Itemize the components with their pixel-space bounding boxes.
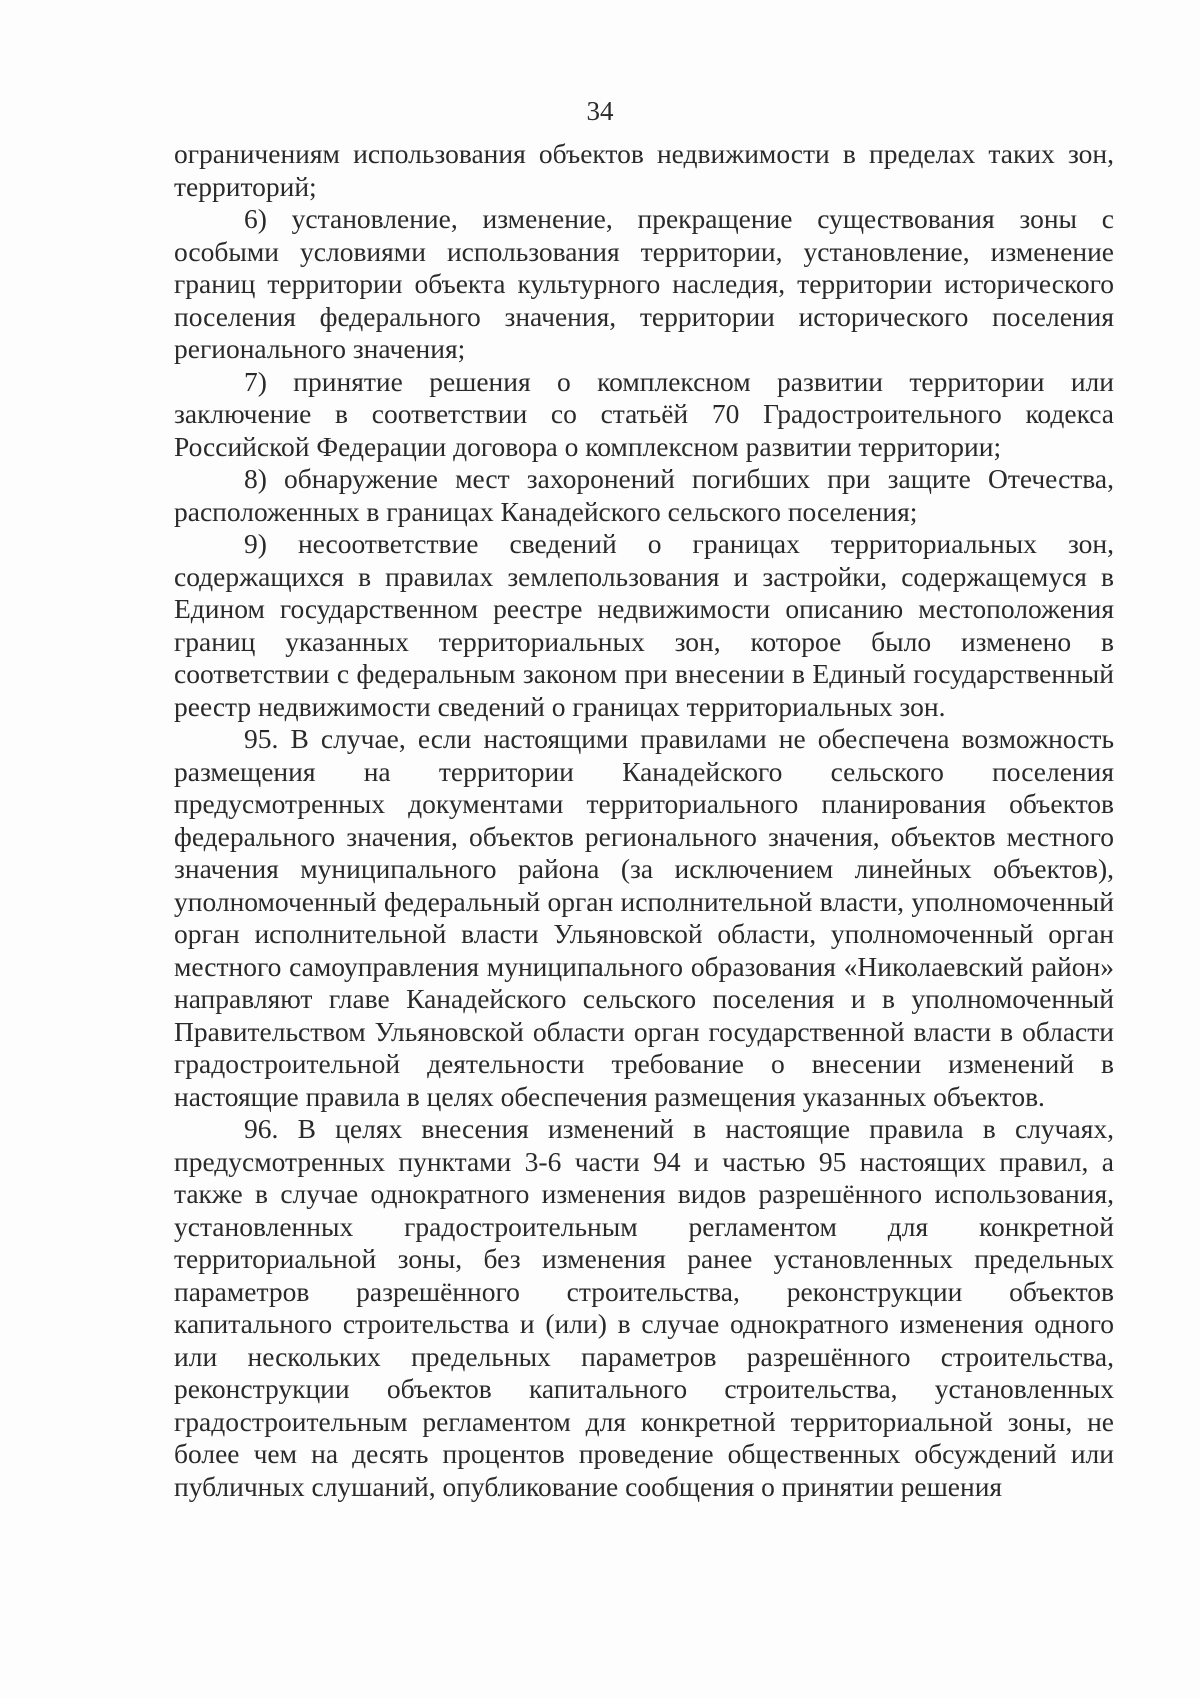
paragraph-item-9: 9) несоответствие сведений о границах территориальных зон, содержащихся в правилах землепользования и застройки, содержащемуся в Едином государственном реестре недвижимости описанию местоположения границ указанных территориальных зон, которое было изменено в соответствии с федеральным законом при внесении в Единый государственный реестр недвижимости сведений о границах территориальных зон. <box>174 528 1114 722</box>
paragraph-item-8: 8) обнаружение мест захоронений погибших при защите Отечества, расположенных в границах Канадейского сельского поселения; <box>174 463 1114 527</box>
paragraph-item-96: 96. В целях внесения изменений в настоящие правила в случаях, предусмотренных пунктами 3-6 части 94 и частью 95 настоящих правил, а также в случае однократного изменения видов разрешённого использования, установленных градостроительным регламентом для конкретной территориальной зоны, без изменения ранее установленных предельных параметров разрешённого строительства, реконструкции объектов капитального строительства и (или) в случае однократного изменения одного или нескольких предельных параметров разрешённого строительства, реконструкции объектов капитального строительства, установленных градостроительным регламентом для конкретной территориальной зоны, не более чем на десять процентов проведение общественных обсуждений или публичных слушаний, опубликование сообщения о принятии решения <box>174 1113 1114 1502</box>
paragraph-item-7: 7) принятие решения о комплексном развитии территории или заключение в соответствии со статьёй 70 Градостроительного кодекса Российской Федерации договора о комплексном развитии территории; <box>174 365 1114 462</box>
paragraph-item-6: 6) установление, изменение, прекращение существования зоны с особыми условиями использования территории, установление, изменение границ территории объекта культурного наследия, территории исторического поселения федерального значения, территории исторического поселения регионального значения; <box>174 203 1114 364</box>
page-number: 34 <box>586 96 614 126</box>
paragraph-continuation: ограничениям использования объектов недвижимости в пределах таких зон, территорий; <box>174 138 1114 202</box>
paragraph-item-95: 95. В случае, если настоящими правилами не обеспечена возможность размещения на территории Канадейского сельского поселения предусмотренных документами территориального планирования объектов федерального значения, объектов регионального значения, объектов местного значения муниципального района (за исключением линейных объектов), уполномоченный федеральный орган исполнительной власти, уполномоченный орган исполнительной власти Ульяновской области, уполномоченный орган местного самоуправления муниципального образования «Николаевский район» направляют главе Канадейского сельского поселения и в уполномоченный Правительством Ульяновской области орган государственной власти в области градостроительной деятельности требование о внесении изменений в настоящие правила в целях обеспечения размещения указанных объектов. <box>174 723 1114 1112</box>
body-text <box>174 138 1114 1503</box>
